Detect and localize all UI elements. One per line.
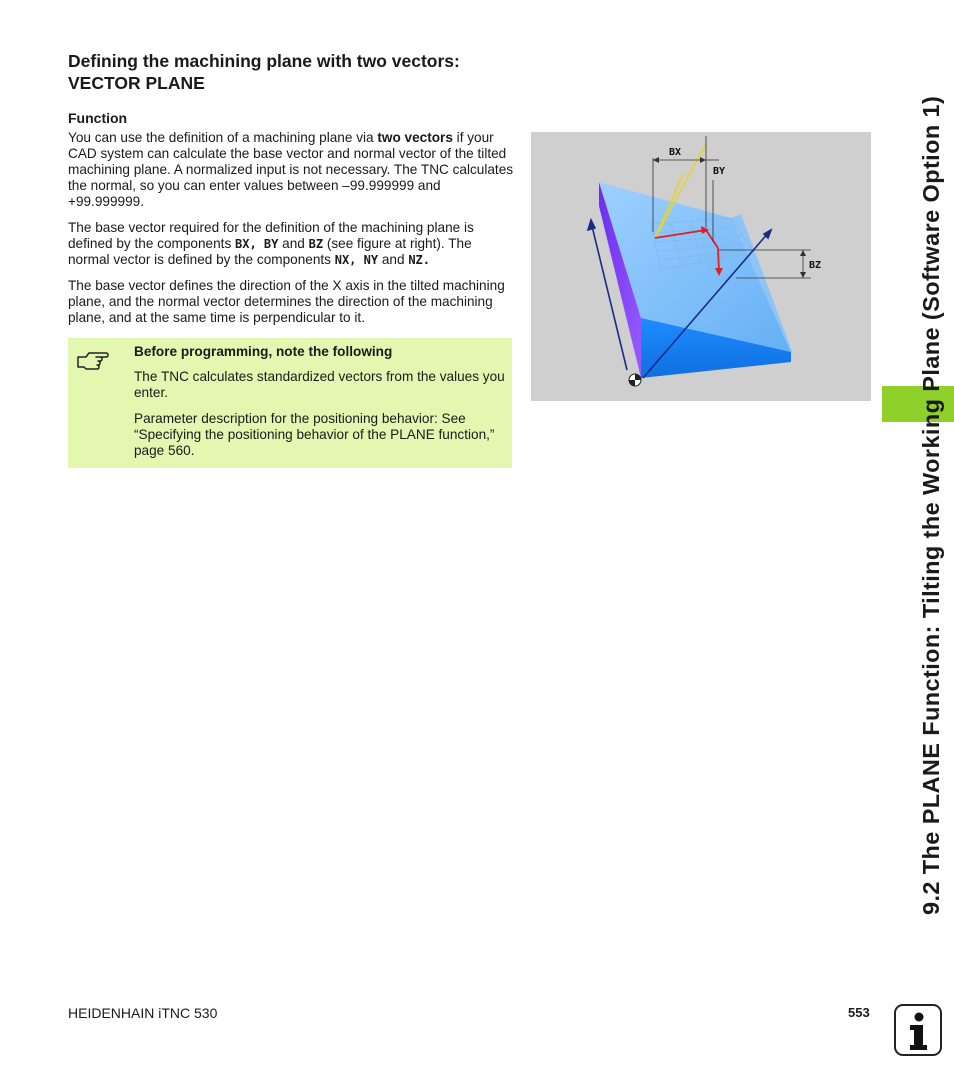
label-bz: BZ	[809, 260, 822, 271]
footer-product: HEIDENHAIN iTNC 530	[68, 1005, 218, 1021]
para2-text3: (see figure at right). The normal vector is defined by the components	[68, 236, 472, 267]
para1-text1: You can use the definition of a machining plane via	[68, 130, 378, 145]
para2-text2: and	[278, 236, 309, 251]
info-glyph	[896, 1006, 940, 1054]
paragraph-function	[68, 130, 514, 210]
label-bx: BX	[669, 147, 682, 158]
origin-icon	[629, 374, 641, 386]
code-bx-by: BX, BY	[235, 237, 279, 251]
vector-plane-diagram	[531, 132, 871, 401]
para1-bold: two vectors	[377, 130, 453, 145]
section-title-line2: VECTOR PLANE	[68, 73, 205, 93]
section-title	[68, 50, 538, 94]
para2-text1: The base vector required for the definition of the machining plane is defined by the components	[68, 220, 474, 251]
note-box	[68, 338, 512, 468]
subheading-function: Function	[68, 110, 128, 126]
code-nx-ny: NX, NY	[334, 253, 379, 267]
tilted-plane	[599, 182, 791, 352]
page-number: 553	[848, 1005, 870, 1020]
label-by: BY	[713, 166, 726, 177]
chapter-side-title: 9.2 The PLANE Function: Tilting the Working Plane (Software Option 1)	[918, 95, 944, 915]
note-paragraph-1: The TNC calculates standardized vectors from the values you enter.	[134, 369, 505, 400]
para2-text4: and	[378, 252, 409, 267]
info-icon	[894, 1004, 942, 1056]
note-heading: Before programming, note the following	[134, 344, 393, 359]
paragraph-base-vector	[68, 220, 514, 268]
code-nz: NZ.	[408, 253, 431, 267]
section-title-line1: Defining the machining plane with two vectors:	[68, 51, 460, 71]
note-paragraph-2: Parameter description for the positioning behavior: See “Specifying the positioning behavior of the PLANE function,” page 560.	[134, 411, 495, 458]
vector-plane-figure	[531, 132, 871, 401]
para1-text2: if your CAD system can calculate the base vector and normal vector of the tilted machining plane. A normalized input is not necessary. The TNC calculates the normal, so you can enter values between –99.999999 and +99.999999.	[68, 130, 514, 209]
code-bz: BZ	[308, 237, 324, 251]
pointing-hand-icon	[76, 348, 110, 372]
paragraph-normal-vector: The base vector defines the direction of the X axis in the tilted machining plane, and the normal vector determines the direction of the machining plane, and at the same time is perpendicular to it.	[68, 278, 505, 325]
